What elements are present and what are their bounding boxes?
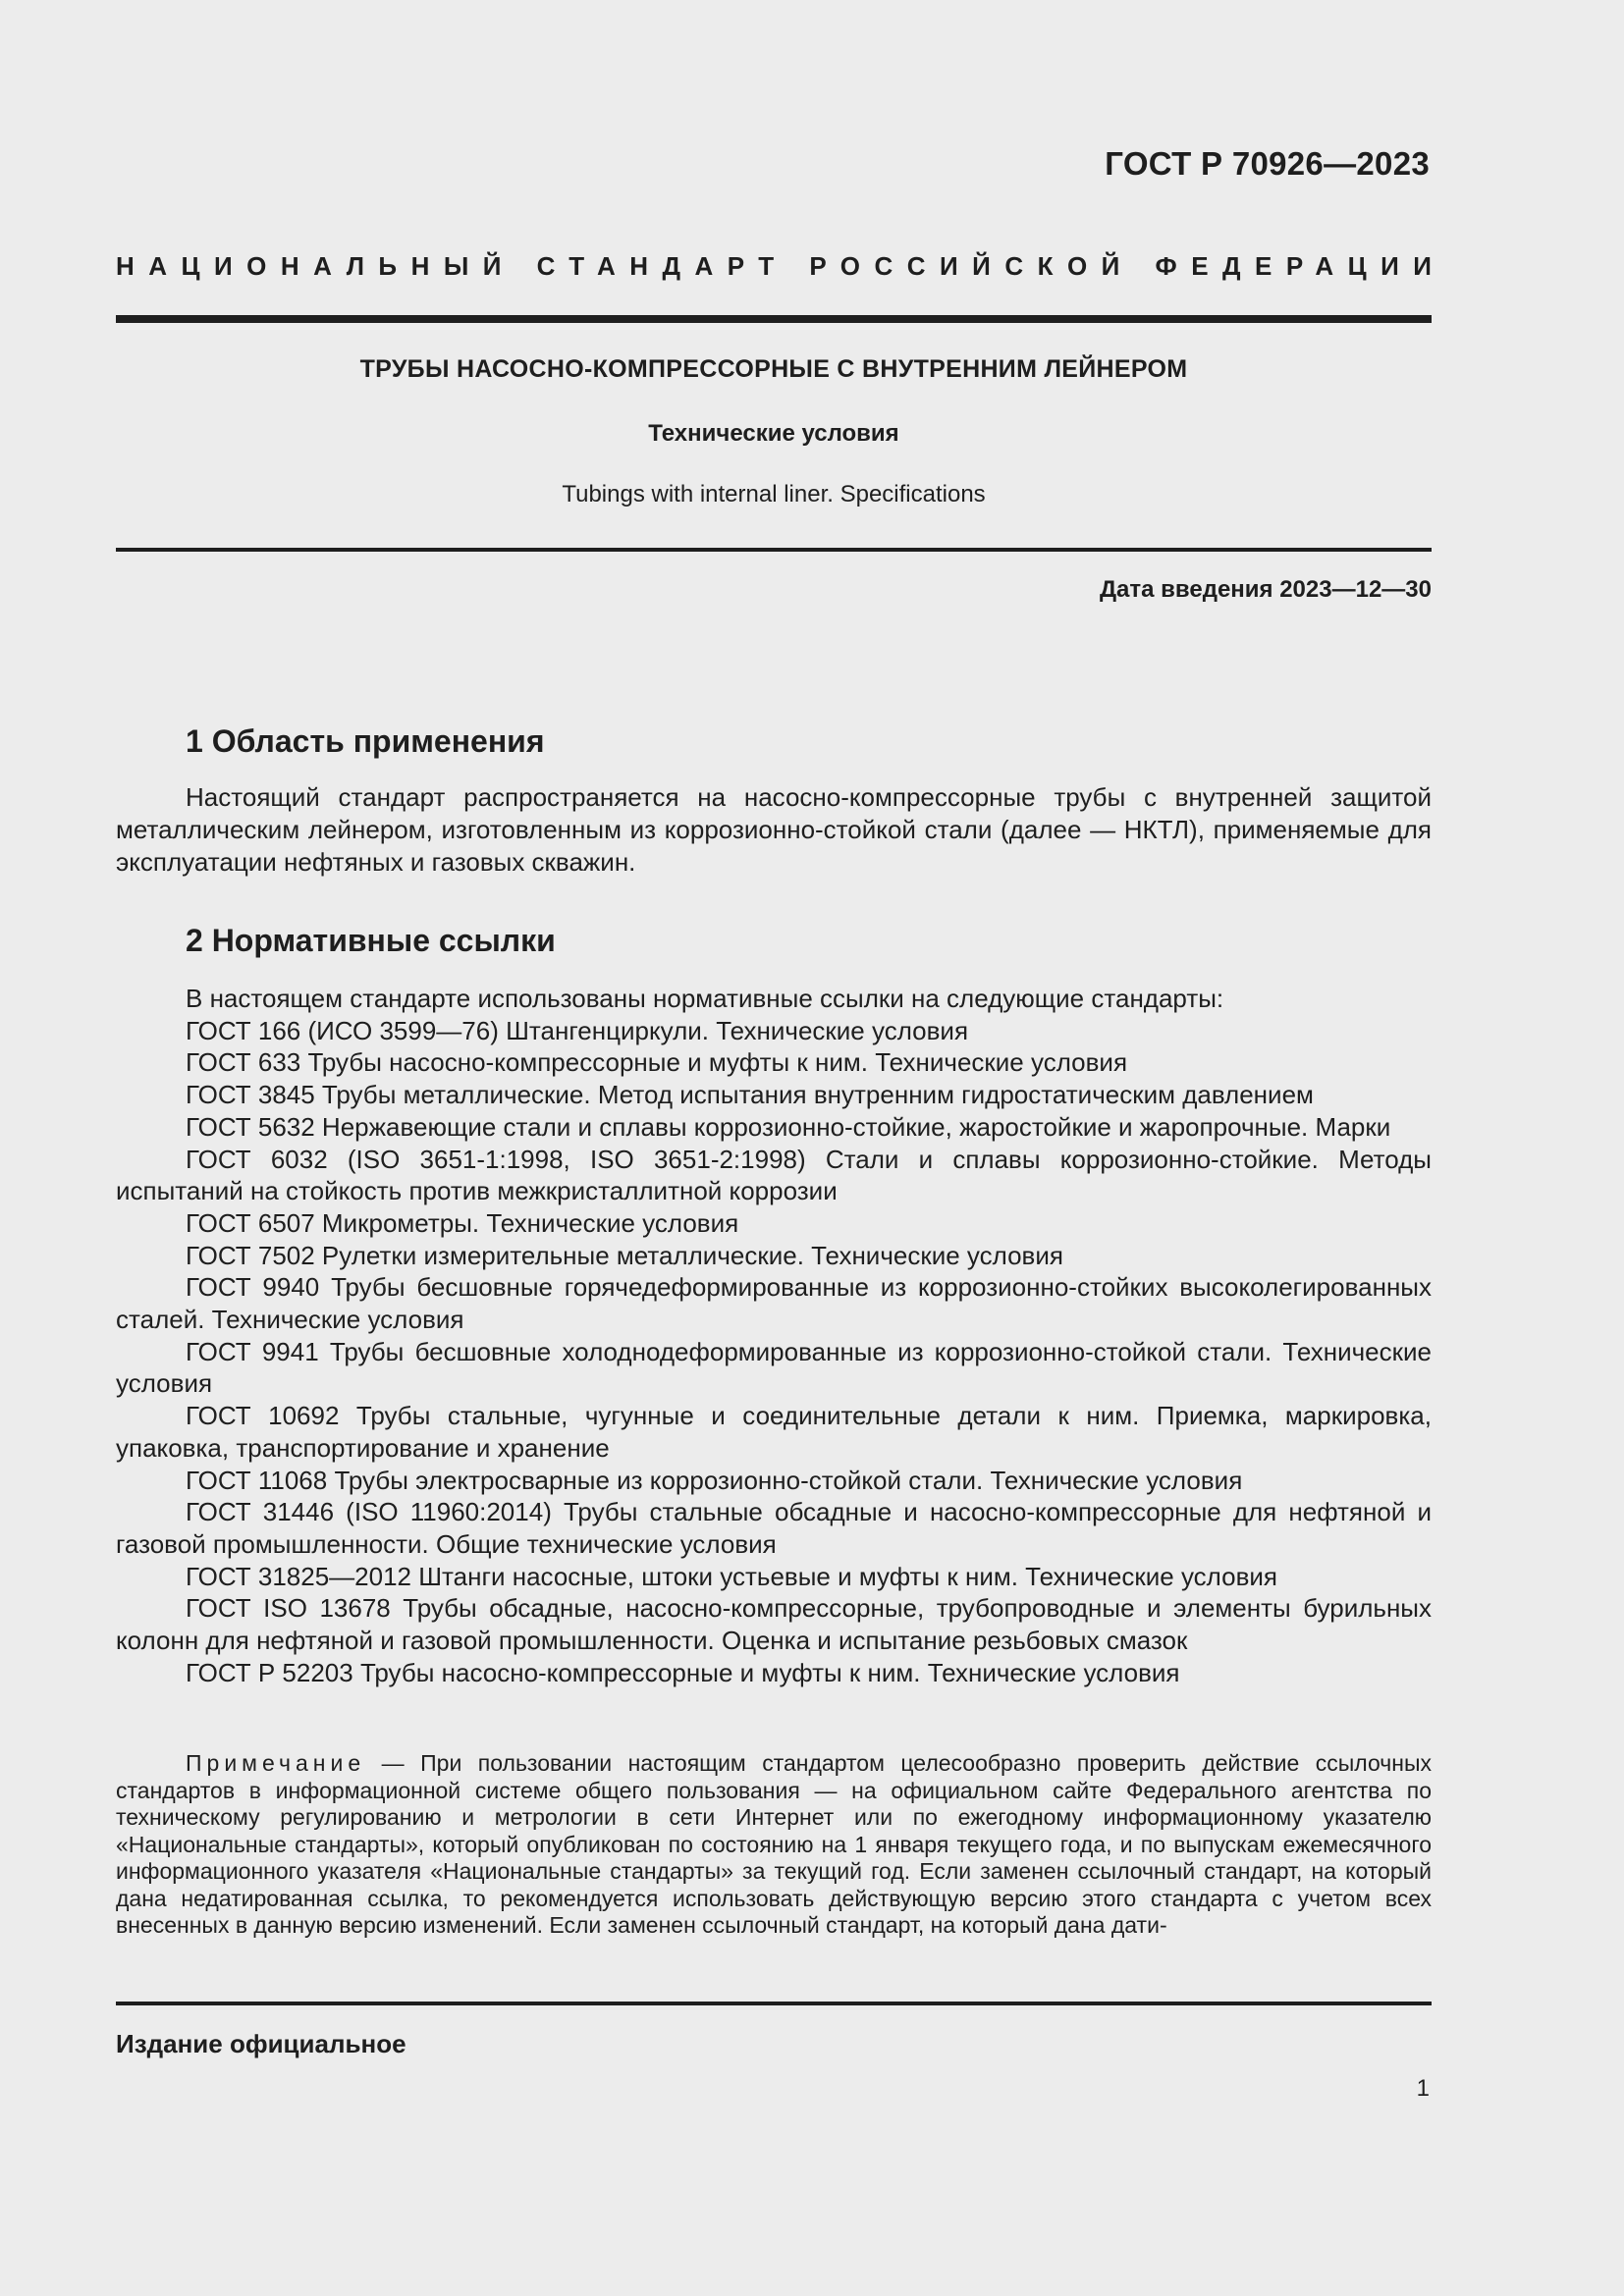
- section-2-heading: 2 Нормативные ссылки: [186, 923, 556, 958]
- note-paragraph: [116, 1750, 1432, 1940]
- reference-item: ГОСТ 9940 Трубы бесшовные горячедеформированные из коррозионно-стойких высоколегированных сталей. Технические условия: [116, 1272, 1432, 1335]
- section-1-body: [116, 781, 1432, 879]
- reference-item: ГОСТ 5632 Нержавеющие стали и сплавы коррозионно-стойкие, жаростойкие и жаропрочные. Марки: [186, 1111, 1391, 1142]
- page-number: 1: [1416, 2075, 1430, 2102]
- reference-item: ГОСТ 11068 Трубы электросварные из коррозионно-стойкой стали. Технические условия: [186, 1465, 1243, 1495]
- header-divider: [116, 315, 1432, 323]
- footer-divider: [116, 2002, 1432, 2005]
- reference-item: ГОСТ 10692 Трубы стальные, чугунные и соединительные детали к ним. Приемка, маркировка, упаковка, транспортирование и хранение: [116, 1401, 1432, 1463]
- document-title-english: Tubings with internal liner. Specifications: [562, 481, 986, 507]
- document-title: ТРУБЫ НАСОСНО-КОМПРЕССОРНЫЕ С ВНУТРЕННИМ ЛЕЙНЕРОМ: [359, 355, 1188, 383]
- reference-item: ГОСТ 166 (ИСО 3599—76) Штангенциркули. Технические условия: [186, 1015, 969, 1045]
- note-text: — При пользовании настоящим стандартом целесообразно проверить действие ссылочных стандартов в информационной системе общего пользования — на официальном сайте Федерального агентства по техническому регулированию и метрологии в сети Интернет или по ежегодному информационному указателю «Национальные стандарты», который опубликован по состоянию на 1 января текущего года, и по выпускам ежемесячного информационного указателя «Национальные стандарты» за текущий год. Если заменен ссылочный стандарт, на который дана недатированная ссылка, то рекомендуется использовать действующую версию этого стандарта с учетом всех внесенных в данную версию изменений. Если заменен ссылочный стандарт, на который дана дати-: [116, 1750, 1432, 1938]
- document-number: ГОСТ Р 70926—2023: [1105, 145, 1430, 182]
- section-1-heading: 1 Область применения: [186, 723, 545, 759]
- reference-item: ГОСТ 633 Трубы насосно-компрессорные и муфты к ним. Технические условия: [186, 1047, 1128, 1078]
- note-label: Примечание: [186, 1750, 366, 1776]
- reference-item: ГОСТ Р 52203 Трубы насосно-компрессорные и муфты к ним. Технические условия: [186, 1657, 1180, 1687]
- official-edition-label: Издание официальное: [116, 2029, 406, 2058]
- reference-item: ГОСТ 3845 Трубы металлические. Метод испытания внутренним гидростатическим давлением: [186, 1080, 1314, 1110]
- reference-item: ГОСТ 31825—2012 Штанги насосные, штоки устьевые и муфты к ним. Технические условия: [186, 1561, 1277, 1591]
- references-intro: В настоящем стандарте использованы нормативные ссылки на следующие стандарты:: [186, 984, 1224, 1013]
- reference-item: ГОСТ 7502 Рулетки измерительные металлические. Технические условия: [186, 1240, 1063, 1270]
- reference-item: ГОСТ 9941 Трубы бесшовные холоднодеформированные из коррозионно-стойкой стали. Технические условия: [116, 1336, 1432, 1399]
- section-1-paragraph: Настоящий стандарт распространяется на насосно-компрессорные трубы с внутренней защитой металлическим лейнером, изготовленным из коррозионно-стойкой стали (далее — НКТЛ), применяемые для эксплуатации нефтяных и газовых скважин.: [116, 782, 1432, 877]
- reference-item: ГОСТ 31446 (ISO 11960:2014) Трубы стальные обсадные и насосно-компрессорные для нефтяной и газовой промышленности. Общие технические условия: [116, 1497, 1432, 1559]
- note-block: [116, 1750, 1432, 1940]
- introduction-date: Дата введения 2023—12—30: [1099, 576, 1432, 603]
- document-subtitle: Технические условия: [648, 420, 899, 447]
- title-divider: [116, 548, 1432, 552]
- national-standard-text: НАЦИОНАЛЬНЫЙ СТАНДАРТ РОССИЙСКОЙ ФЕДЕРАЦИИ: [116, 251, 1446, 281]
- normative-references-list: [116, 983, 1432, 1688]
- reference-item: ГОСТ 6507 Микрометры. Технические условия: [186, 1207, 739, 1238]
- national-standard-banner: [116, 251, 1446, 282]
- reference-item: ГОСТ 6032 (ISO 3651-1:1998, ISO 3651-2:1998) Стали и сплавы коррозионно-стойкие. Методы испытаний на стойкость против межкристаллитной коррозии: [116, 1144, 1432, 1206]
- reference-item: ГОСТ ISO 13678 Трубы обсадные, насосно-компрессорные, трубопроводные и элементы бурильных колонн для нефтяной и газовой промышленности. Оценка и испытание резьбовых смазок: [116, 1593, 1432, 1656]
